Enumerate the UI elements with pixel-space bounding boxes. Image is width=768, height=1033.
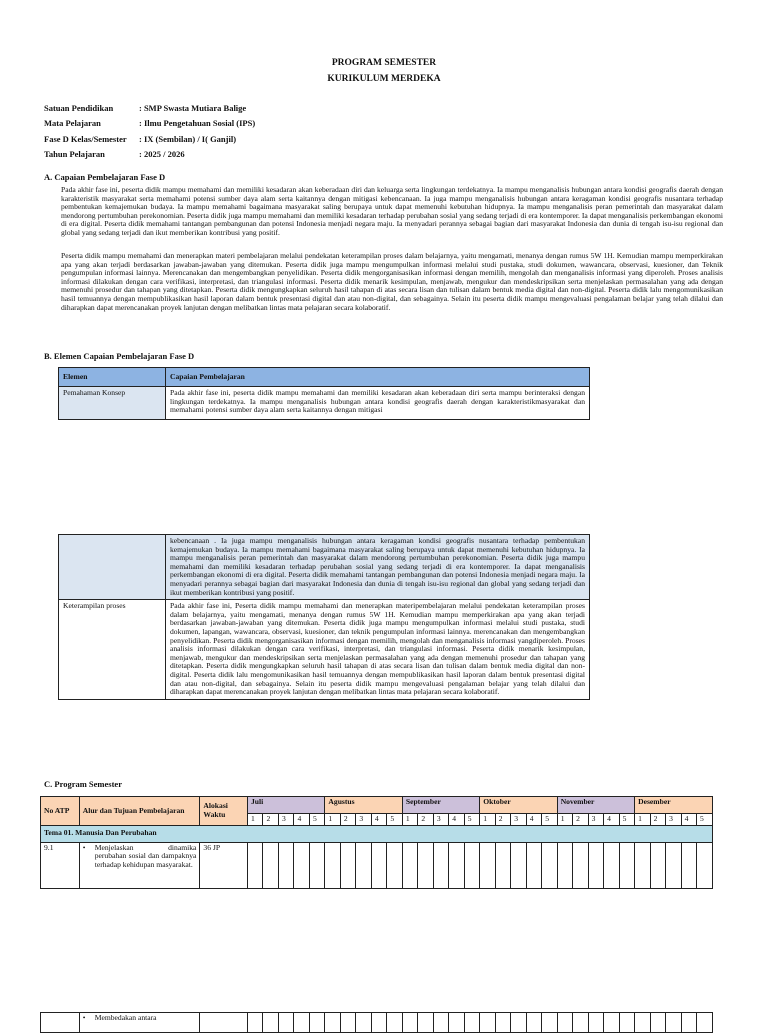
table-row — [41, 1013, 713, 1033]
schedule-cell — [526, 842, 541, 888]
col-alur: Alur dan Tujuan Pembelajaran — [79, 797, 200, 826]
schedule-cell — [248, 842, 263, 888]
schedule-cell — [325, 842, 340, 888]
schedule-cell — [588, 842, 603, 888]
schedule-cell — [542, 1013, 557, 1033]
week-number: 2 — [495, 814, 510, 826]
schedule-cell — [697, 1013, 713, 1033]
identity-row — [44, 131, 255, 147]
week-number: 4 — [371, 814, 386, 826]
schedule-cell — [371, 842, 386, 888]
schedule-cell — [418, 1013, 433, 1033]
col-alokasi: Alokasi Waktu — [200, 797, 248, 826]
week-number: 4 — [294, 814, 309, 826]
schedule-cell — [480, 842, 495, 888]
bullet-icon: • — [82, 842, 86, 852]
identity-label: Mata Pelajaran — [44, 118, 101, 129]
schedule-cell — [557, 1013, 572, 1033]
program-semester-table-continued — [40, 1012, 713, 1033]
schedule-cell — [511, 842, 526, 888]
row-label-empty — [59, 535, 166, 600]
week-number: 1 — [480, 814, 495, 826]
schedule-cell — [294, 1013, 309, 1033]
week-number: 4 — [526, 814, 541, 826]
col-elemen: Elemen — [59, 368, 166, 387]
schedule-cell — [588, 1013, 603, 1033]
week-number: 3 — [433, 814, 448, 826]
month-header: Oktober — [480, 797, 557, 814]
table-row — [41, 842, 713, 888]
schedule-cell — [433, 1013, 448, 1033]
atp-bullet-text: Menjelaskan dinamika perubahan sosial dan dampaknya terhadap kehidupan masyarakat. — [94, 842, 197, 869]
section-a-heading: A. Capaian Pembelajaran Fase D — [44, 172, 166, 182]
week-number: 5 — [619, 814, 634, 826]
atp-alokasi — [200, 1013, 248, 1033]
schedule-cell — [356, 1013, 371, 1033]
week-number: 1 — [557, 814, 572, 826]
week-number: 2 — [650, 814, 665, 826]
section-b-heading: B. Elemen Capaian Pembelajaran Fase D — [44, 351, 195, 361]
schedule-cell — [666, 1013, 681, 1033]
atp-alokasi: 36 JP — [200, 842, 248, 888]
identity-label: Tahun Pelajaran — [44, 149, 105, 160]
schedule-cell — [294, 842, 309, 888]
week-number: 3 — [588, 814, 603, 826]
row-text: Pada akhir fase ini, Peserta didik mampu memahami dan menerapkan materipembelajaran melalui pendekatan keterampilan proses dalam belajarnya, yaitu mengamati, menanya dengan rumus 5W 1H. Kemudian mampu memperkirakan apa yang akan terjadi berdasarkan jawaban-jawaban yang ditemukan. Peserta didik juga mampu mengumpulkan informasi melalui studi pustaka, studi dokumen, lapangan, wawancara, observasi, kuesioner, dan teknik pengumpulan informasi lainnya. merencanakan dan mengembangkan penyelidikan. Peserta didik mengorganisasikan informasi dengan memilih, mengolah dan menganalisis informasi yangdiperoleh. Proses analisis informasi dilakukan dengan cara verifikasi, interpretasi, dan triangulasi informasi. Peserta didik menarik kesimpulan, menjawab, mengukur dan mendeskripsikan serta menjelaskan permasalahan yang ada dengan memenuhi prosedur dan tahapan yang ditetapkan. Peserta didik mengungkapkan seluruh hasil tahapan di atas secara lisan dan tulisan dalam bentuk media digital dan non-digital. Peserta didik lalu mengomunikasikan hasil temuannya dengan mempublikasikan hasil laporan dalam bentuk presentasi digital dan atau non-digital, dan sebagainya. Selain itu peserta didik mampu mengevaluasi pengalaman belajar yang telah dilalui dan diharapkan dapat merencanakan proyek lanjutan dengan melibatkan lintas mata pelajaran secara kolaboratif. — [166, 600, 590, 700]
schedule-cell — [402, 1013, 417, 1033]
schedule-cell — [340, 1013, 355, 1033]
program-semester-table — [40, 796, 713, 889]
schedule-cell — [464, 1013, 479, 1033]
schedule-cell — [371, 1013, 386, 1033]
schedule-cell — [697, 842, 713, 888]
month-header: September — [402, 797, 479, 814]
schedule-cell — [604, 1013, 619, 1033]
week-number: 4 — [449, 814, 464, 826]
schedule-cell — [604, 842, 619, 888]
section-c-heading: C. Program Semester — [44, 779, 122, 789]
row-label: Pemahaman Konsep — [59, 387, 166, 420]
week-number: 1 — [635, 814, 650, 826]
week-number: 1 — [325, 814, 340, 826]
week-number: 2 — [263, 814, 278, 826]
atp-description — [79, 1013, 200, 1033]
col-no-atp: No ATP — [41, 797, 80, 826]
schedule-cell — [248, 1013, 263, 1033]
schedule-cell — [309, 842, 324, 888]
week-number: 2 — [340, 814, 355, 826]
schedule-cell — [356, 842, 371, 888]
schedule-cell — [263, 1013, 278, 1033]
title-line-2: KURIKULUM MERDEKA — [327, 74, 441, 84]
schedule-cell — [681, 842, 696, 888]
week-number: 3 — [278, 814, 293, 826]
schedule-cell — [542, 842, 557, 888]
schedule-cell — [387, 842, 402, 888]
identity-label: Satuan Pendidikan — [44, 102, 114, 113]
week-number: 5 — [464, 814, 479, 826]
month-header: Desember — [635, 797, 713, 814]
week-number: 1 — [402, 814, 417, 826]
schedule-cell — [526, 1013, 541, 1033]
document-title — [0, 55, 768, 87]
table-row — [59, 387, 590, 420]
bullet-icon: • — [82, 1013, 86, 1022]
row-text: kebencanaan . Ia juga mampu menganalisis hubungan antara keragaman kondisi geografis nusantara terhadap pembentukan kemajemukan budaya. Ia mampu memahami bagaimana masyarakat saling berupaya untuk dapat memenuhi kebutuhan hidupnya. Ia mampu menganalisis peran pemerintah dan masyarakat dalam mendorong pertumbuhan perekonomian. Peserta didik juga mampu memahami dan memiliki kesadaran terhadap perubahan sosial yang sedang terjadi di era kontemporer. Ia dapat menganalisis perkembangan ekonomi di era digital. Peserta didik memahami tantangan pembangunan dan potensi Indonesia menjadi negara maju. Ia menyadari perannya sebagai bagian dari masyarakat Indonesia dan dunia di tengah isu-isu regional dan global yang sedang terjadi dan ikut memberikan kontribusi yang positif. — [166, 535, 590, 600]
schedule-cell — [495, 842, 510, 888]
schedule-cell — [418, 842, 433, 888]
schedule-cell — [278, 1013, 293, 1033]
atp-bullet-text: Membedakan antara — [94, 1013, 157, 1022]
week-number: 1 — [248, 814, 263, 826]
atp-number — [41, 1013, 80, 1033]
week-number: 4 — [604, 814, 619, 826]
identity-label: Fase D Kelas/Semester — [44, 133, 127, 144]
identity-row — [44, 147, 255, 163]
identity-block — [44, 100, 255, 162]
schedule-cell — [278, 842, 293, 888]
month-header: Juli — [248, 797, 325, 814]
row-text — [166, 387, 590, 420]
table-row — [59, 535, 590, 600]
week-number: 2 — [418, 814, 433, 826]
week-number: 3 — [356, 814, 371, 826]
atp-description — [79, 842, 200, 888]
schedule-cell — [635, 1013, 650, 1033]
section-a-paragraph-1: Pada akhir fase ini, peserta didik mampu memahami dan memiliki kesadaran akan keberadaan diri dan keluarga serta lingkungan terdekatnya. Ia mampu menganalisis hubungan antara kondisi geografis daerah dengan karakteristik masyarakat serta memahami potensi sumber daya alam serta kaitannya dengan mitigasi kebencanaan. Ia juga mampu menganalisis hubungan antara keragaman kondisi geografis nusantara terhadap pembentukan kemajemukan budaya. Ia mampu memahami bagaimana masyarakat saling berupaya untuk dapat memenuhi kebutuhan hidupnya. Ia mampu menganalisis peran pemerintah dan masyarakat dalam mendorong pertumbuhan perekonomian. Peserta didik juga mampu memahami dan memiliki kesadaran terhadap perubahan sosial yang sedang terjadi di era kontemporer. Ia dapat menganalisis perkembangan ekonomi di era digital. Peserta didik memahami tantangan pembangunan dan potensi Indonesia menjadi negara maju. Ia menyadari perannya sebagai bagian dari masyarakat Indonesia dan dunia di tengah isu-isu regional dan global yang sedang terjadi dan ikut memberikan kontribusi yang positif. — [61, 185, 723, 237]
identity-row — [44, 100, 255, 116]
col-capaian: Capaian Pembelajaran — [166, 368, 590, 387]
section-a-paragraph-2: Peserta didik mampu memahami dan menerapkan materi pembelajaran melalui pendekatan keterampilan proses dalam belajarnya, yaitu mengamati, menanya dengan rumus 5W 1H. Kemudian mampu memperkirakan apa yang akan terjadi berdasarkan jawaban-jawaban yang ditemukan. Peserta didik juga mampu mengumpulkan informasi melalui studi pustaka, studi dokumen, wawancara, observasi, kuesioner, dan Teknik pengumpulan informasi lainnya. Merencanakan dan mengembangkan penyelidikan. Peserta didik mengorganisasikan informasi dengan memilih, mengolah dan menganalisis informasi yang diperoleh. Proses analisis informasi dilakukan dengan cara verifikasi, interpretasi, dan triangulasi informasi. Peserta didik menarik kesimpulan, menjawab, mengukur dan mendeskripsikan serta menjelaskan permasalahan yang ada dengan memenuhi prosedur dan tahapan yang ditetapkan. Peserta didik mengungkapkan seluruh hasil tahapan di atas secara lisan dan tulisan dalam bentuk media digital dan non-digital. Peserta didik lalu mengomunikasikan hasil temuannya dengan mempublikasikan hasil laporan dalam bentuk presentasi digital dan atau non-digital, dan sebagainya. Selain itu peserta didik mampu mengevaluasi pengalaman belajar yang telah dilalui dan diharapkan dapat merencanakan proyek lanjutan dengan melibatkan lintas mata pelajaran secara kolaboratif. — [61, 251, 723, 312]
schedule-cell — [650, 1013, 665, 1033]
schedule-cell — [573, 1013, 588, 1033]
identity-value: : Ilmu Pengetahuan Sosial (IPS) — [139, 118, 256, 129]
schedule-cell — [464, 842, 479, 888]
schedule-cell — [480, 1013, 495, 1033]
identity-row — [44, 116, 255, 132]
title-line-1: PROGRAM SEMESTER — [331, 58, 437, 68]
schedule-cell — [511, 1013, 526, 1033]
schedule-cell — [325, 1013, 340, 1033]
month-header: November — [557, 797, 634, 814]
schedule-cell — [433, 842, 448, 888]
week-number: 5 — [542, 814, 557, 826]
schedule-cell — [387, 1013, 402, 1033]
schedule-cell — [573, 842, 588, 888]
schedule-cell — [619, 842, 634, 888]
schedule-cell — [635, 842, 650, 888]
identity-value: : SMP Swasta Mutiara Balige — [139, 102, 247, 113]
schedule-cell — [557, 842, 572, 888]
schedule-cell — [650, 842, 665, 888]
schedule-cell — [449, 842, 464, 888]
schedule-cell — [309, 1013, 324, 1033]
row-label: Keterampilan proses — [59, 600, 166, 700]
schedule-cell — [340, 842, 355, 888]
week-number: 3 — [666, 814, 681, 826]
elemen-table — [58, 367, 590, 420]
schedule-cell — [263, 842, 278, 888]
week-number: 2 — [573, 814, 588, 826]
elemen-table-continued — [58, 534, 590, 700]
tema-row: Tema 01. Manusia Dan Perubahan — [41, 825, 713, 842]
identity-value: : 2025 / 2026 — [139, 149, 185, 160]
schedule-cell — [495, 1013, 510, 1033]
row-text-content: Pada akhir fase ini, peserta didik mampu memahami dan memiliki kesadaran akan keberadaan diri serta mampu berinteraksi dengan lingkungan terdekatnya. Ia mampu menganalisis hubungan antara kondisi geografis daerah dengan karakteristikmasyarakat dan memahami potensi sumber daya alam serta kaitannya dengan mitigasi — [170, 389, 585, 415]
schedule-cell — [402, 842, 417, 888]
week-number: 5 — [309, 814, 324, 826]
table-row — [59, 600, 590, 700]
week-number: 5 — [387, 814, 402, 826]
schedule-cell — [666, 842, 681, 888]
week-number: 3 — [511, 814, 526, 826]
month-header: Agustus — [325, 797, 402, 814]
schedule-cell — [681, 1013, 696, 1033]
identity-value: : IX (Sembilan) / I( Ganjil) — [139, 133, 237, 144]
week-number: 4 — [681, 814, 696, 826]
week-number: 5 — [697, 814, 713, 826]
atp-number: 9.1 — [41, 842, 80, 888]
schedule-cell — [449, 1013, 464, 1033]
schedule-cell — [619, 1013, 634, 1033]
